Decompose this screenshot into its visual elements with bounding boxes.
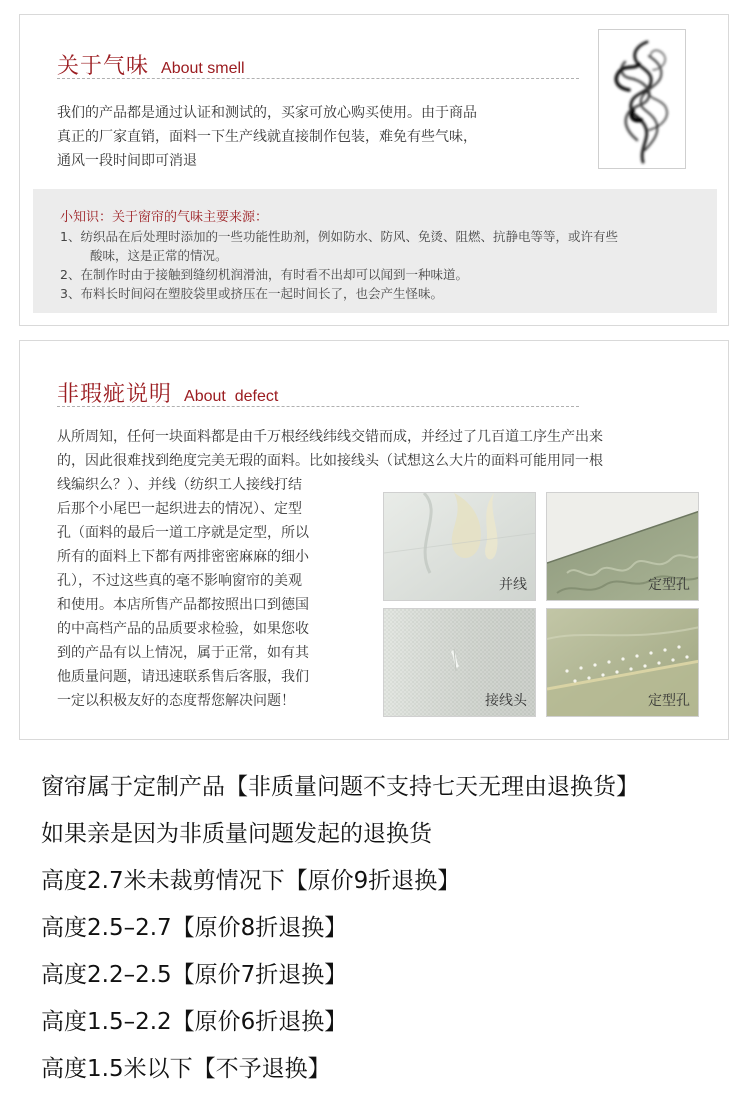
photo-label: 定型孔 [648,693,690,709]
fabric-photo-dingxingkong-2 [546,608,699,717]
smell-title-cn: 关于气味 [57,54,150,79]
policy-line-height-2-7: 高度2.7米未裁剪情况下【原价9折退换】 [41,868,461,894]
defect-line: 的中高档产品的品质要求检验，如果您收 [57,621,309,637]
defect-paragraph-top [57,425,707,473]
defect-paragraph-left [57,473,367,713]
tip-item: 2、在制作时由于接触到缝纫机润滑油，有时看不出却可以闻到一种味道。 [60,267,468,282]
smell-paragraph [57,101,577,173]
defect-line: 和使用。本店所售产品都按照出口到德国 [57,597,309,613]
smell-title-en: About smell [161,60,245,77]
policy-line-custom: 窗帘属于定制产品【非质量问题不支持七天无理由退换货】 [41,774,639,800]
defect-line: 所有的面料上下都有两排密密麻麻的细小 [57,549,309,565]
tip-list [60,227,710,303]
defect-line: 一定以积极友好的态度帮您解决问题！ [57,693,295,709]
defect-title-cn: 非瑕疵说明 [57,382,173,407]
smell-section [19,14,729,326]
policy-line-height-2-5: 高度2.5–2.7【原价8折退换】 [41,915,348,941]
defect-line: 到的产品有以上情况，属于正常，如有其 [57,645,309,661]
smell-divider [57,78,579,79]
fabric-photo-dingxingkong-1 [546,492,699,601]
photo-label: 接线头 [485,693,527,709]
tip-item-continued: 酸味，这是正常的情况。 [90,248,228,263]
defect-line: 后那个小尾巴一起织进去的情况）、定型 [57,501,302,517]
policy-line-height-1-5: 高度1.5–2.2【原价6折退换】 [41,1009,348,1035]
defect-title-en: About defect [184,388,279,405]
defect-line: 从所周知，任何一块面料都是由千万根经线纬线交错而成，并经过了几百道工序生产出来 [57,429,603,445]
photo-label: 并线 [499,577,527,593]
tip-item: 3、布料长时间闷在塑胶袋里或挤压在一起时间长了，也会产生怪味。 [60,286,443,301]
tip-title: 小知识：关于窗帘的气味主要来源： [60,210,269,225]
defect-line: 线编织么？）、并线（纺织工人接线打结 [57,477,302,493]
policy-line-below-1-5: 高度1.5米以下【不予退换】 [41,1056,331,1082]
policy-line-non-quality: 如果亲是因为非质量问题发起的退换货 [41,821,432,847]
defect-section [19,340,729,740]
photo-label: 定型孔 [648,577,690,593]
defect-line: 的，因此很难找到绝度完美无瑕的面料。比如接线头（试想这么大片的面料可能用同一根 [57,453,603,469]
tip-item: 1、纺织品在后处理时添加的一些功能性助剂，例如防水、防风、免烫、阻燃、抗静电等等，或许有些 [60,229,618,244]
defect-divider [57,406,579,407]
defect-title [57,377,278,408]
smoke-image [598,29,686,169]
defect-line: 孔），不过这些真的毫不影响窗帘的美观 [57,573,302,589]
defect-line: 他质量问题，请迅速联系售后客服，我们 [57,669,309,685]
smell-tip-box [33,189,717,313]
fabric-photo-jiexiantou [383,608,536,717]
smell-title [57,49,245,80]
smell-line: 真正的厂家直销，面料一下生产线就直接制作包装，难免有些气味， [57,129,477,145]
fabric-photo-bingxian [383,492,536,601]
defect-line: 孔（面料的最后一道工序就是定型，所以 [57,525,309,541]
policy-line-height-2-2: 高度2.2–2.5【原价7折退换】 [41,962,348,988]
smell-line: 我们的产品都是通过认证和测试的，买家可放心购买使用。由于商品 [57,105,477,121]
smell-line: 通风一段时间即可消退 [57,153,197,169]
